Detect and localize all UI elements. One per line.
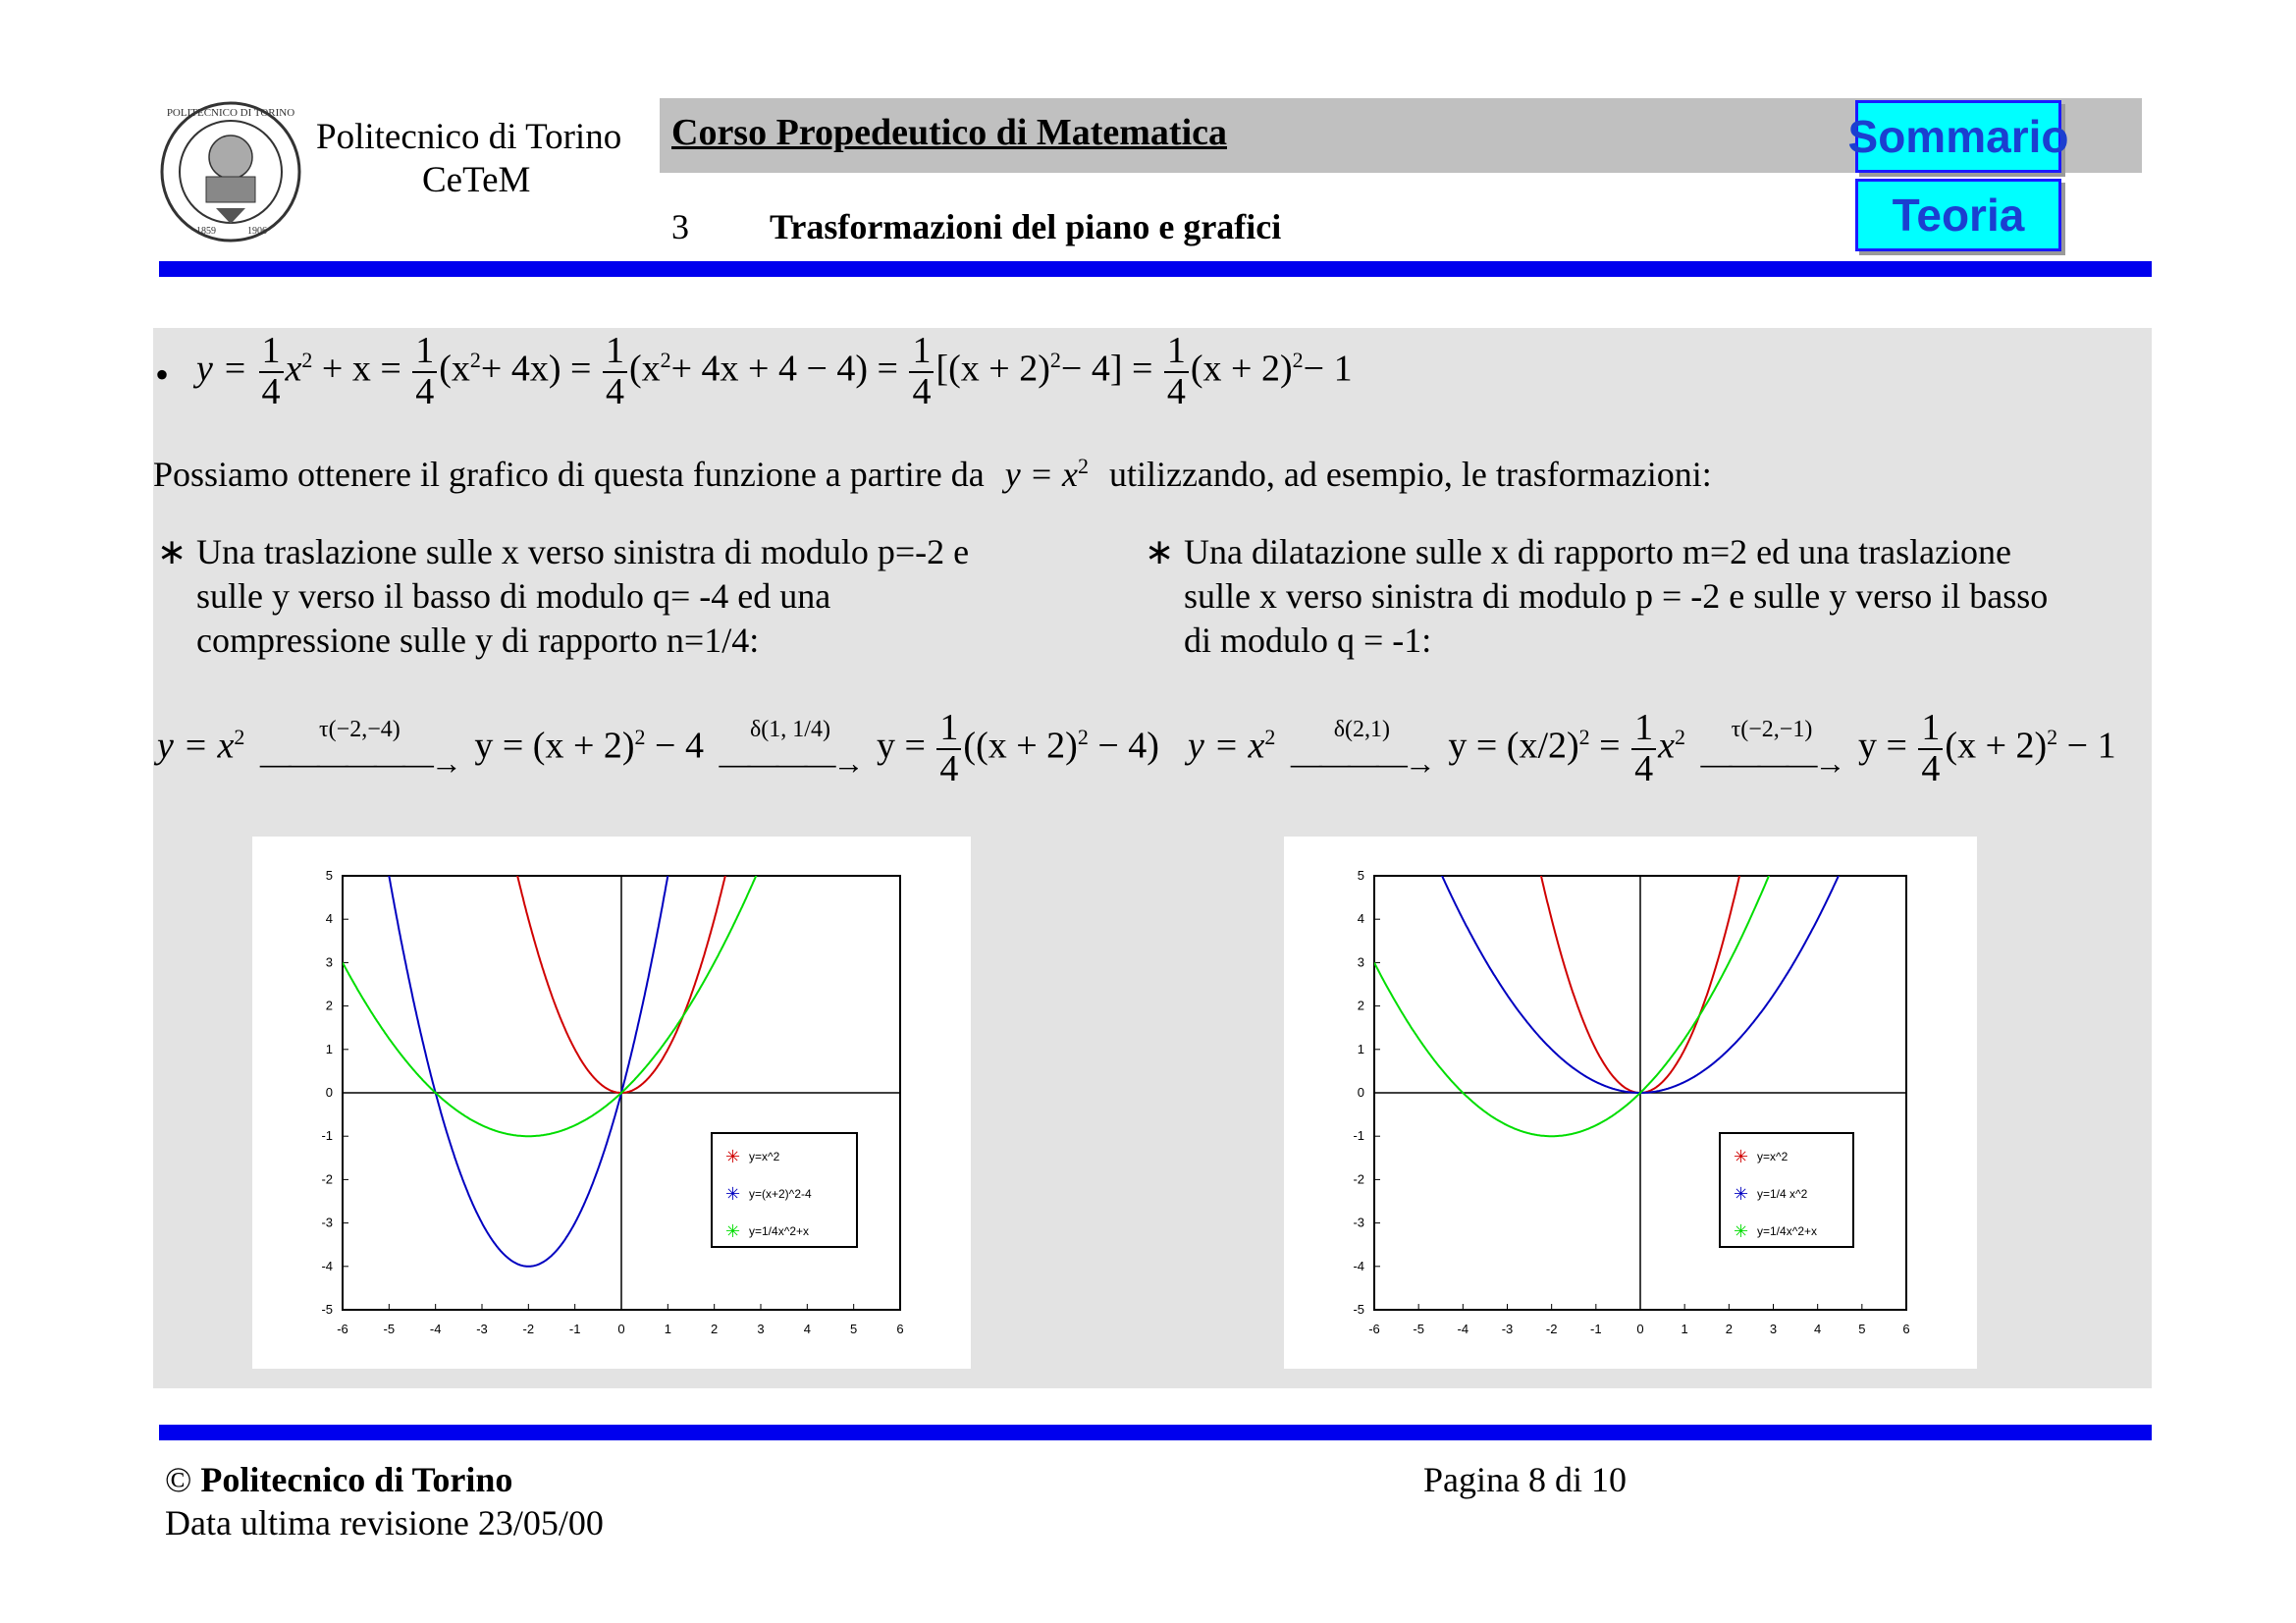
legend-label: y=(x+2)^2-4: [749, 1187, 812, 1201]
legend-marker: ✳: [725, 1184, 741, 1204]
x-tick-label: -1: [568, 1322, 581, 1336]
x-tick-label: -4: [429, 1322, 442, 1336]
y-tick-label: -3: [321, 1215, 333, 1230]
x-tick-label: 4: [803, 1322, 811, 1336]
y-tick-label: 4: [325, 911, 333, 927]
y-tick-label: -4: [321, 1258, 333, 1273]
x-tick-label: 1: [1681, 1322, 1688, 1336]
y-tick-label: 4: [1357, 911, 1364, 927]
legend-marker: ✳: [725, 1221, 741, 1241]
left-transformation-chain: $y = x^2$ τ(−2,−4) ——————→ $y = (x + 2)^2 - 4$ δ(1, 1/4) ————→ y = $\frac{1}{4}$ $((x + 2)^2 - 4)$: [157, 707, 1159, 789]
legend-label: y=x^2: [749, 1150, 780, 1163]
course-title: Corso Propedeutico di Matematica: [671, 112, 1228, 153]
y-tick-label: 0: [1357, 1085, 1364, 1100]
intro-text: Possiamo ottenere il grafico di questa funzione a partire da $y = x^2$ utilizzando, ad esempio, le trasformazioni:: [153, 454, 1712, 494]
left-transformation-description: ∗ Una traslazione sulle x verso sinistra di modulo p=-2 e sulle y verso il basso di modulo q= -4 ed una compressione sulle y di rapporto n=1/4:: [157, 532, 970, 660]
y-tick-label: -1: [321, 1128, 333, 1144]
y-tick-label: -4: [1353, 1258, 1364, 1273]
x-tick-label: -4: [1457, 1322, 1469, 1336]
svg-text:1906: 1906: [247, 226, 267, 237]
revision-date: Data ultima revisione 23/05/00: [165, 1503, 604, 1542]
bullet: •: [155, 352, 170, 397]
x-tick-label: -5: [383, 1322, 396, 1336]
x-tick-label: 5: [1858, 1322, 1866, 1336]
x-tick-label: 5: [850, 1322, 858, 1336]
legend-label: y=1/4x^2+x: [749, 1224, 810, 1238]
legend-marker: ✳: [1734, 1221, 1749, 1241]
x-tick-label: 2: [711, 1322, 719, 1336]
header-divider: [159, 261, 2152, 277]
right-chart-svg: [1284, 837, 1977, 1369]
theory-button[interactable]: Teoria: [1855, 179, 2061, 251]
x-tick-label: 6: [1902, 1322, 1910, 1336]
y-tick-label: 1: [1357, 1041, 1364, 1056]
chapter-number: 3: [671, 207, 689, 246]
x-tick-label: -3: [1501, 1322, 1514, 1336]
x-tick-label: 3: [1769, 1322, 1778, 1336]
svg-text:POLITECNICO DI TORINO: POLITECNICO DI TORINO: [166, 107, 295, 119]
y-tick-label: 0: [325, 1085, 333, 1100]
x-tick-label: -2: [522, 1322, 535, 1336]
x-tick-label: 6: [896, 1322, 904, 1336]
copyright: © Politecnico di Torino: [165, 1460, 513, 1499]
legend-label: y=1/4 x^2: [1757, 1187, 1808, 1201]
y-tick-label: -5: [1353, 1302, 1364, 1317]
x-tick-label: 0: [1636, 1322, 1644, 1336]
y-tick-label: 3: [325, 954, 333, 970]
x-tick-label: 4: [1814, 1322, 1822, 1336]
x-tick-label: -3: [476, 1322, 488, 1336]
y-tick-label: 5: [325, 868, 333, 883]
left-chart-svg: [252, 837, 971, 1369]
left-parabola-chart: [252, 837, 971, 1369]
y-tick-label: 3: [1357, 954, 1364, 970]
y-tick-label: -3: [1353, 1215, 1364, 1230]
x-tick-label: 3: [757, 1322, 765, 1336]
right-parabola-chart: [1284, 837, 1977, 1369]
legend-marker: ✳: [725, 1147, 741, 1166]
y-tick-label: -1: [1353, 1128, 1364, 1144]
svg-text:1859: 1859: [196, 226, 216, 237]
right-transformation-description: ∗ Una dilatazione sulle x di rapporto m=2 ed una traslazione sulle x verso sinistra di modulo p = -2 e sulle y verso il basso di modulo q = -1:: [1145, 532, 2049, 660]
x-tick-label: -6: [337, 1322, 348, 1336]
legend-marker: ✳: [1734, 1184, 1749, 1204]
summary-button[interactable]: Sommario: [1855, 100, 2061, 173]
legend-marker: ✳: [1734, 1147, 1749, 1166]
y-tick-label: -5: [321, 1302, 333, 1317]
main-equation: y = $\frac{1}{4}$ $x^2 + x$ = $\frac{1}{4}$ $(x^2+ 4x)$ = $\frac{1}{4}$ $(x^2+ 4x + 4 - 4)$ = $\frac{1}{4}$ $[(x + 2)^2- 4]$ = $\frac{1}{4}$ $(x + 2)^2- 1$: [196, 330, 1353, 412]
x-tick-label: 0: [617, 1322, 625, 1336]
page-number: Pagina 8 di 10: [1423, 1460, 1627, 1499]
footer-divider: [159, 1425, 2152, 1440]
x-tick-label: -5: [1413, 1322, 1424, 1336]
legend-label: y=x^2: [1757, 1150, 1789, 1163]
y-tick-label: 2: [1357, 998, 1364, 1013]
y-tick-label: -2: [1353, 1171, 1364, 1187]
centre-name: CeTeM: [422, 160, 531, 200]
x-tick-label: 2: [1725, 1322, 1733, 1336]
x-tick-label: -6: [1368, 1322, 1380, 1336]
y-tick-label: 1: [325, 1041, 333, 1056]
right-transformation-chain: $y = x^2$ δ(2,1) ————→ $y = (x/2)^2$ = $\frac{1}{4}$ $x^2$ τ(−2,−1) ————→ y = $\frac{1}{4}$ $(x + 2)^2 - 1$: [1188, 707, 2116, 789]
chapter-title: Trasformazioni del piano e grafici: [770, 207, 1282, 246]
x-tick-label: -1: [1590, 1322, 1602, 1336]
x-tick-label: -2: [1545, 1322, 1558, 1336]
y-tick-label: 2: [325, 998, 333, 1013]
y-tick-label: 5: [1357, 868, 1364, 883]
institution-name: Politecnico di Torino: [316, 117, 622, 157]
y-tick-label: -2: [321, 1171, 333, 1187]
politecnico-seal-logo: [157, 98, 304, 245]
legend-label: y=1/4x^2+x: [1757, 1224, 1818, 1238]
x-tick-label: 1: [664, 1322, 671, 1336]
